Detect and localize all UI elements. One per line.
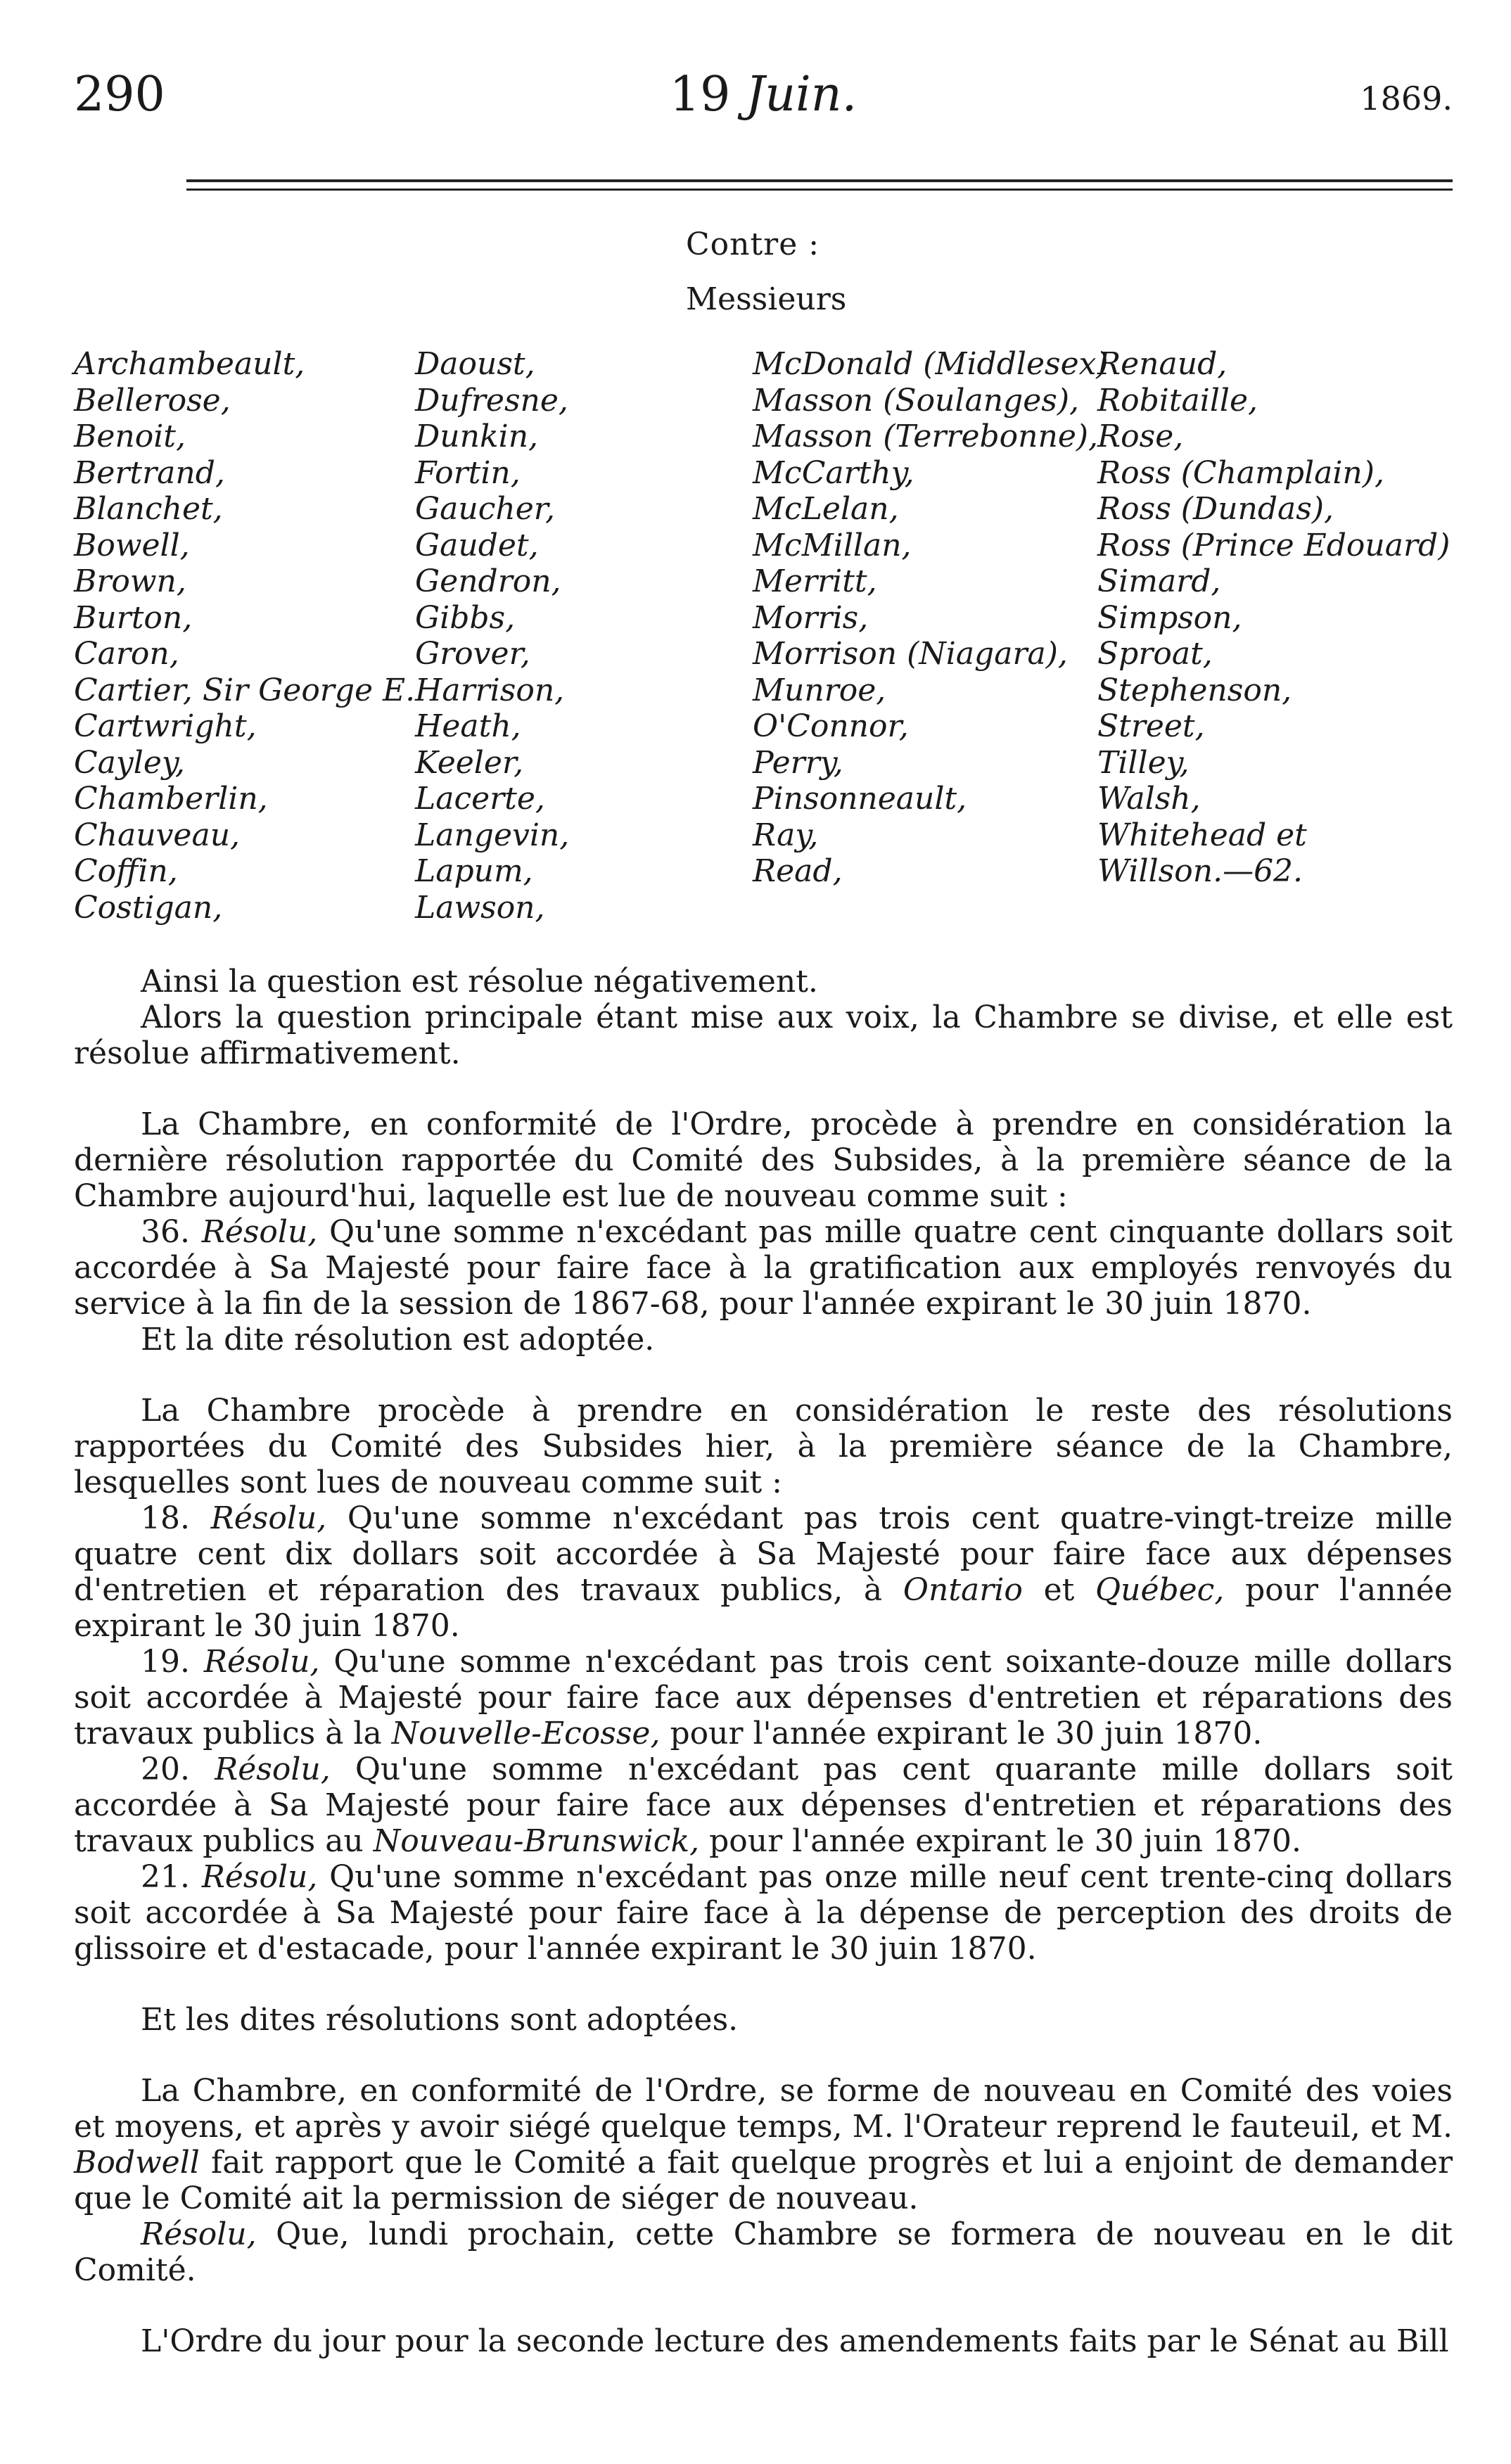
resolution-label: Résolu, <box>210 1500 327 1536</box>
paragraph-text: Que, lundi prochain, cette Chambre se formera de nouveau en le dit Comité. <box>74 2216 1453 2288</box>
paragraph-text: La Chambre, en conformité de l'Ordre, se forme de nouveau en Comité des voies et moyens, et après y avoir siégé quelque temps, M. l'Orateur reprend le fauteuil, et M. <box>74 2073 1453 2145</box>
resolution-18 <box>74 1500 1453 1644</box>
province-name: Nouveau-Brunswick, <box>373 1823 700 1859</box>
page-number: 290 <box>74 67 165 122</box>
member-name: Chamberlin, <box>74 781 268 817</box>
member-name: Stephenson, <box>1097 672 1292 708</box>
member-name: Bellerose, <box>74 382 231 419</box>
header-year: 1869. <box>1360 79 1453 117</box>
resolution-text: Qu'une somme n'excédant pas cent quarante mille dollars soit accordée à Sa Majesté pour faire face aux dépenses d'entretien et réparations des travaux publics au <box>74 1751 1453 1859</box>
member-name: Langevin, <box>415 817 570 853</box>
resolution-number: 36. <box>141 1214 190 1250</box>
member-name: Gaucher, <box>415 491 555 527</box>
resolution-number: 18. <box>141 1500 190 1536</box>
paragraph-remaining-resolutions: La Chambre procède à prendre en considération le reste des résolutions rapportées du Comité des Subsides hier, à la première séance de la Chambre, lesquelles sont lues de nouveau comme suit : <box>74 1393 1453 1500</box>
resolution-36 <box>74 1214 1453 1322</box>
header-date-month: Juin. <box>745 67 857 122</box>
member-name: Ross (Dundas), <box>1097 491 1334 527</box>
member-name: Sproat, <box>1097 636 1213 672</box>
member-name: Harrison, <box>415 672 565 708</box>
member-name: Dufresne, <box>415 382 568 419</box>
member-name: Ross (Prince Edouard) <box>1097 527 1451 563</box>
member-name: Merritt, <box>753 563 877 599</box>
member-name: Gibbs, <box>415 599 516 636</box>
header-rule-top <box>186 179 1453 182</box>
names-column-3 <box>753 346 1109 890</box>
paragraph-text: fait rapport que le Comité a fait quelque progrès et lui a enjoint de demander que le Comité ait la permission de siéger de nouveau. <box>74 2145 1453 2216</box>
member-name: Masson (Terrebonne), <box>753 419 1099 454</box>
member-name: McCarthy, <box>753 454 914 491</box>
resolution-label: Résolu, <box>201 1859 318 1895</box>
resolution-text: pour l'année expirant le 30 juin 1870. <box>670 1716 1263 1751</box>
member-name: Walsh, <box>1097 781 1201 817</box>
member-name: Benoit, <box>74 419 186 454</box>
member-name: Cayley, <box>74 744 185 781</box>
province-name: Québec, <box>1095 1572 1225 1608</box>
member-name: Simard, <box>1097 563 1221 599</box>
conjunction: et <box>1043 1572 1075 1608</box>
header-date-day: 19 <box>669 67 731 122</box>
member-name: Read, <box>753 853 843 889</box>
member-name: Robitaille, <box>1097 382 1258 419</box>
member-name: Street, <box>1097 708 1205 744</box>
member-name: Costigan, <box>74 889 223 926</box>
body-text <box>74 964 1453 2359</box>
member-name: Cartwright, <box>74 708 257 744</box>
province-name: Ontario <box>903 1572 1023 1608</box>
resolution-label: Résolu, <box>141 2216 257 2252</box>
resolution-number: 21. <box>141 1859 190 1895</box>
resolution-21 <box>74 1859 1453 1967</box>
member-name: Pinsonneault, <box>753 781 967 817</box>
resolution-text: pour l'année expirant le 30 juin 1870. <box>74 1572 1453 1644</box>
member-name: Lapum, <box>415 853 533 889</box>
member-name: Daoust, <box>415 346 535 382</box>
resolution-text: Qu'une somme n'excédant pas onze mille neuf cent trente-cinq dollars soit accordée à Sa Majesté pour faire face à la dépense de perception des droits de glissoire et d'estacade, pour l'année expirant le 30 juin 1870. <box>74 1859 1453 1967</box>
member-name: Keeler, <box>415 744 524 781</box>
member-name: Lawson, <box>415 889 545 926</box>
header-rule-bottom <box>186 189 1453 191</box>
member-name: Renaud, <box>1097 346 1228 382</box>
paragraph-adopted: Et la dite résolution est adoptée. <box>141 1322 655 1358</box>
member-name: Grover, <box>415 636 530 672</box>
member-name: Tilley, <box>1097 744 1190 781</box>
page-header <box>74 67 1453 130</box>
paragraph-resolved-monday <box>74 2216 1453 2288</box>
member-name: Whitehead et <box>1097 817 1307 853</box>
member-name: Chauveau, <box>74 817 241 853</box>
resolution-number: 20. <box>141 1751 190 1787</box>
member-name: Burton, <box>74 599 193 636</box>
names-column-4 <box>1097 346 1450 890</box>
resolution-20 <box>74 1751 1453 1859</box>
header-date <box>74 67 1453 122</box>
member-name: Heath, <box>415 708 521 744</box>
member-name: Munroe, <box>753 672 886 708</box>
member-name: Morris, <box>753 599 869 636</box>
paragraph-committee-resolution: La Chambre, en conformité de l'Ordre, procède à prendre en considération la dernière résolution rapportée du Comité des Subsides, à la première séance de la Chambre aujourd'hui, laquelle est lue de nouveau comme suit : <box>74 1106 1453 1214</box>
member-name: Ray, <box>753 817 819 853</box>
resolution-label: Résolu, <box>203 1644 320 1680</box>
resolution-19 <box>74 1644 1453 1751</box>
paragraph-result: Ainsi la question est résolue négativement. <box>141 964 818 1000</box>
member-name: Ross (Champlain), <box>1097 454 1384 491</box>
names-column-2 <box>415 346 569 926</box>
vote-heading: Contre : <box>686 226 820 262</box>
paragraph-resolutions-adopted: Et les dites résolutions sont adoptées. <box>141 2002 739 2038</box>
member-name: McMillan, <box>753 527 912 563</box>
member-name: Archambeault, <box>74 346 305 382</box>
member-name: McLelan, <box>753 491 899 527</box>
member-name: Brown, <box>74 563 186 599</box>
member-name: Dunkin, <box>415 419 539 454</box>
member-name: Gaudet, <box>415 527 539 563</box>
member-name: Cartier, Sir George E. <box>74 672 416 708</box>
member-name: Bowell, <box>74 527 190 563</box>
member-name: Lacerte, <box>415 781 545 817</box>
member-reference: Bodwell <box>74 2145 200 2181</box>
resolution-text: Qu'une somme n'excédant pas mille quatre cent cinquante dollars soit accordée à Sa Majesté pour faire face à la gratification aux employés renvoyés du service à la fin de la session de 1867-68, pour l'année expirant le 30 juin 1870. <box>74 1214 1453 1322</box>
resolution-label: Résolu, <box>201 1214 318 1250</box>
resolution-text: Qu'une somme n'excédant pas trois cent soixante-douze mille dollars soit accordée à Majesté pour faire face aux dépenses d'entretien et réparations des travaux publics à la <box>74 1644 1453 1751</box>
member-name: McDonald (Middlesex) <box>753 346 1109 382</box>
member-name: Willson.—62. <box>1097 853 1303 889</box>
vote-subheading: Messieurs <box>686 281 847 317</box>
paragraph-ways-and-means <box>74 2073 1453 2216</box>
resolution-text: pour l'année expirant le 30 juin 1870. <box>709 1823 1302 1859</box>
province-name: Nouvelle-Ecosse, <box>391 1716 661 1751</box>
member-name: Masson (Soulanges), <box>753 382 1079 419</box>
resolution-label: Résolu, <box>215 1751 331 1787</box>
member-name: Morrison (Niagara), <box>753 636 1068 672</box>
paragraph-order-of-day: L'Ordre du jour pour la seconde lecture des amendements faits par le Sénat au Bill <box>141 2323 1449 2359</box>
member-name: Simpson, <box>1097 599 1242 636</box>
member-name: Bertrand, <box>74 454 225 491</box>
resolution-text: Qu'une somme n'excédant pas trois cent quatre-vingt-treize mille quatre cent dix dollars soit accordée à Sa Majesté pour faire face aux dépenses d'entretien et réparation des travaux publics, à <box>74 1500 1453 1608</box>
member-name: Gendron, <box>415 563 561 599</box>
member-name: Rose, <box>1097 419 1184 454</box>
member-name: Perry, <box>753 744 843 781</box>
member-name: Caron, <box>74 636 179 672</box>
paragraph-main-question: Alors la question principale étant mise aux voix, la Chambre se divise, et elle est résolue affirmativement. <box>74 1000 1453 1071</box>
member-name: Fortin, <box>415 454 521 491</box>
member-name: Coffin, <box>74 853 178 889</box>
member-name: O'Connor, <box>753 708 909 744</box>
member-name: Blanchet, <box>74 491 223 527</box>
resolution-number: 19. <box>141 1644 190 1680</box>
names-column-1 <box>74 346 415 926</box>
